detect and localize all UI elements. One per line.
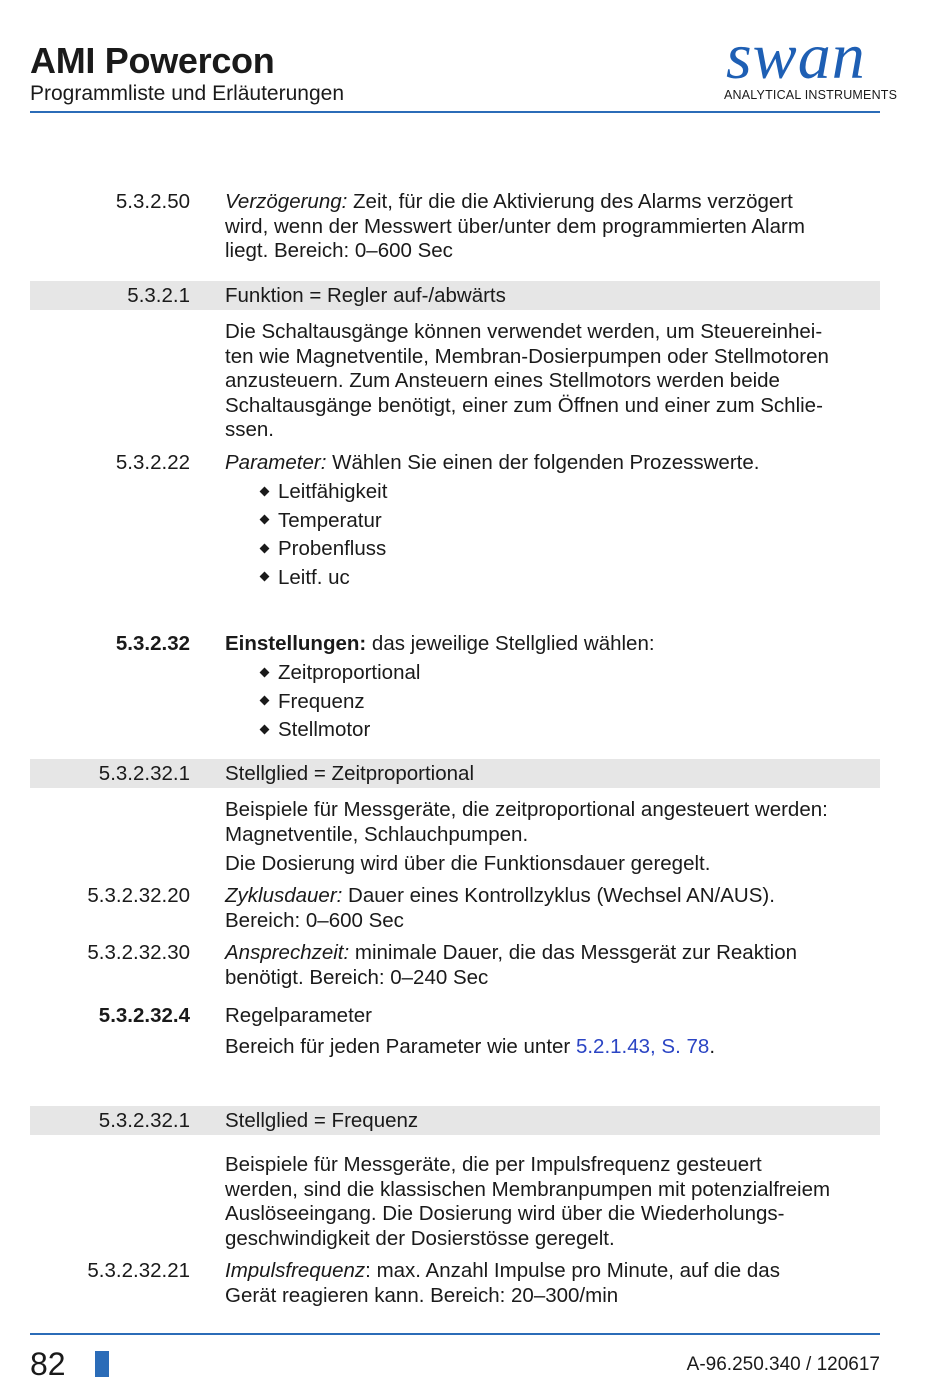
section-number: 5.3.2.32.4 <box>98 1004 190 1027</box>
section-number: 5.3.2.32.30 <box>87 941 190 964</box>
heading-band-function <box>30 281 880 310</box>
page-marker <box>95 1351 109 1377</box>
logo-tagline: ANALYTICAL INSTRUMENTS <box>724 88 898 102</box>
text-line: Regelparameter <box>225 1004 372 1027</box>
text-line: anzusteuern. Zum Ansteuern eines Stellmotors werden beide <box>225 369 780 392</box>
document-id: A-96.250.340 / 120617 <box>686 1354 880 1375</box>
text-line: Beispiele für Messgeräte, die zeitproportional angesteuert werden: <box>225 798 828 821</box>
section-number: 5.3.2.32.20 <box>87 884 190 907</box>
text-line: Bereich für jeden Parameter wie unter <box>225 1034 576 1058</box>
text-line: Dauer eines Kontrollzyklus (Wechsel AN/AUS). <box>342 884 775 907</box>
bullet-icon <box>260 696 270 706</box>
list-item <box>258 716 420 745</box>
text-line: ten wie Magnetventile, Membran-Dosierpumpen oder Stellmotoren <box>225 344 829 368</box>
text-line: . <box>709 1034 716 1058</box>
list-item-label: Leitfähigkeit <box>278 480 388 503</box>
list-item-label: Temperatur <box>278 508 382 532</box>
list-item-label: Leitf. uc <box>278 565 350 589</box>
text-line: Auslöseeingang. Die Dosierung wird über die Wiederholungs- <box>225 1202 785 1225</box>
text-line: Die Dosierung wird über die Funktionsdauer geregelt. <box>225 852 711 875</box>
band-label: Stellglied = Frequenz <box>225 1109 419 1132</box>
logo-wordmark: swan <box>726 20 866 93</box>
list-item <box>258 478 387 507</box>
term: Zyklusdauer: <box>225 884 343 907</box>
term: Verzögerung: <box>225 190 348 213</box>
text-line: geschwindigkeit der Dosierstösse geregelt. <box>225 1226 615 1250</box>
text-line: minimale Dauer, die das Messgerät zur Reaktion <box>349 941 797 964</box>
list-item-label: Zeitproportional <box>278 661 421 684</box>
term: Impulsfrequenz <box>225 1259 366 1282</box>
text-line: benötigt. Bereich: 0–240 Sec <box>225 965 489 989</box>
page-number: 82 <box>30 1346 66 1382</box>
list-item <box>258 564 387 593</box>
list-item <box>258 659 420 688</box>
text-line: werden, sind die klassischen Membranpumpen mit potenzialfreiem <box>225 1177 831 1201</box>
text-line: wird, wenn der Messwert über/unter dem programmierten Alarm <box>225 214 805 238</box>
parameter-list <box>258 478 387 592</box>
list-item <box>258 688 420 717</box>
bullet-icon <box>260 543 270 553</box>
section-number: 5.3.2.1 <box>127 284 190 307</box>
section-number: 5.3.2.32 <box>115 632 190 655</box>
band-label: Funktion = Regler auf-/abwärts <box>225 284 506 307</box>
section-number: 5.3.2.32.1 <box>98 1109 190 1132</box>
cross-reference-link[interactable]: 5.2.1.43, S. 78 <box>575 1034 710 1058</box>
bullet-icon <box>260 486 270 496</box>
text-line: ssen. <box>225 418 274 441</box>
list-item-label: Probenfluss <box>278 537 387 560</box>
document-title: AMI Powercon <box>30 40 275 81</box>
text-line: Schaltausgänge benötigt, einer zum Öffnen und einer zum Schlie- <box>225 393 823 417</box>
heading-band-frequency <box>30 1106 880 1135</box>
section-number: 5.3.2.50 <box>115 190 190 213</box>
text-line: Magnetventile, Schlauchpumpen. <box>225 822 529 846</box>
heading-band-time-proportional <box>30 759 880 788</box>
swan-logo <box>720 20 898 104</box>
bullet-icon <box>260 572 270 582</box>
band-label: Stellglied = Zeitproportional <box>225 762 474 785</box>
text-line: liegt. Bereich: 0–600 Sec <box>225 239 453 262</box>
text-line: das jeweilige Stellglied wählen: <box>366 632 655 655</box>
section-number: 5.3.2.32.21 <box>87 1259 190 1282</box>
term: Einstellungen: <box>225 632 367 655</box>
list-item <box>258 507 387 536</box>
list-item-label: Frequenz <box>278 689 365 713</box>
term: Ansprechzeit: <box>225 941 350 964</box>
list-item <box>258 535 387 564</box>
bullet-icon <box>260 515 270 525</box>
text-line: Die Schaltausgänge können verwendet werden, um Steuereinhei- <box>225 320 823 343</box>
text-line: Bereich: 0–600 Sec <box>225 908 404 932</box>
text-line: Beispiele für Messgeräte, die per Impulsfrequenz gesteuert <box>225 1153 762 1176</box>
text-line: : max. Anzahl Impulse pro Minute, auf die das <box>365 1259 780 1282</box>
list-item-label: Stellmotor <box>278 718 371 741</box>
text-line: Zeit, für die die Aktivierung des Alarms verzögert <box>347 190 793 213</box>
section-number: 5.3.2.32.1 <box>98 762 190 785</box>
text-line: Wählen Sie einen der folgenden Prozesswerte. <box>326 451 760 474</box>
section-number: 5.3.2.22 <box>115 451 190 474</box>
document-subtitle: Programmliste und Erläuterungen <box>30 82 344 105</box>
term: Parameter: <box>225 451 327 474</box>
actuator-list <box>258 659 420 745</box>
text-line: Gerät reagieren kann. Bereich: 20–300/min <box>225 1283 619 1307</box>
footer-rule <box>30 1333 880 1335</box>
header-rule <box>30 111 880 113</box>
bullet-icon <box>260 724 270 734</box>
bullet-icon <box>260 667 270 677</box>
